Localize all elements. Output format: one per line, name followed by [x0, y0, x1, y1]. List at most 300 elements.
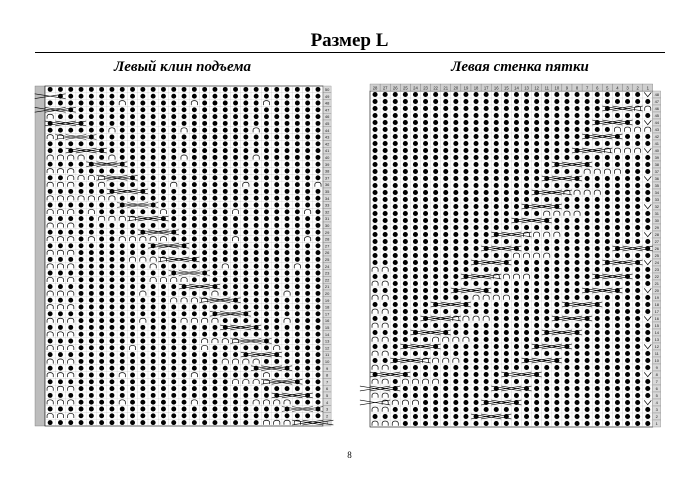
purl-dot [534, 267, 539, 272]
purl-dot [192, 148, 197, 153]
purl-dot [274, 305, 279, 310]
purl-dot [373, 127, 378, 132]
purl-dot [413, 365, 418, 370]
purl-dot [223, 373, 228, 378]
purl-dot [463, 141, 468, 146]
purl-dot [295, 400, 300, 405]
purl-dot [413, 407, 418, 412]
purl-dot [474, 344, 479, 349]
purl-dot [151, 318, 156, 323]
purl-dot [140, 121, 145, 126]
purl-dot [295, 114, 300, 119]
purl-dot [474, 281, 479, 286]
purl-dot [373, 141, 378, 146]
purl-dot [564, 365, 569, 370]
purl-dot [140, 182, 145, 187]
purl-dot [285, 271, 290, 276]
purl-dot [99, 189, 104, 194]
purl-dot [423, 99, 428, 104]
purl-dot [413, 323, 418, 328]
purl-dot [595, 330, 600, 335]
purl-dot [120, 284, 125, 289]
purl-dot [383, 141, 388, 146]
purl-dot [373, 225, 378, 230]
purl-dot [494, 183, 499, 188]
purl-dot [130, 393, 135, 398]
purl-dot [58, 243, 63, 248]
purl-dot [504, 267, 509, 272]
purl-dot [413, 288, 418, 293]
purl-dot [635, 344, 640, 349]
purl-dot [635, 239, 640, 244]
purl-dot [484, 421, 489, 426]
purl-dot [554, 183, 559, 188]
purl-dot [595, 386, 600, 391]
purl-dot [595, 225, 600, 230]
purl-dot [625, 162, 630, 167]
purl-dot [534, 421, 539, 426]
purl-dot [645, 407, 650, 412]
purl-dot [305, 291, 310, 296]
purl-dot [130, 305, 135, 310]
purl-dot [393, 190, 398, 195]
purl-dot [564, 337, 569, 342]
purl-dot [544, 400, 549, 405]
purl-dot [68, 325, 73, 330]
purl-dot [575, 225, 580, 230]
purl-dot [151, 94, 156, 99]
purl-dot [79, 243, 84, 248]
purl-dot [524, 365, 529, 370]
purl-dot [161, 298, 166, 303]
purl-dot [243, 243, 248, 248]
purl-dot [524, 316, 529, 321]
purl-dot [254, 298, 259, 303]
purl-dot [140, 298, 145, 303]
purl-dot [79, 407, 84, 412]
purl-dot [192, 359, 197, 364]
purl-dot [58, 230, 63, 235]
purl-dot [514, 267, 519, 272]
purl-dot [130, 128, 135, 133]
purl-dot [89, 420, 94, 425]
purl-dot [423, 281, 428, 286]
purl-dot [99, 107, 104, 112]
purl-dot [484, 218, 489, 223]
purl-dot [120, 318, 125, 323]
purl-dot [120, 94, 125, 99]
purl-dot [305, 257, 310, 262]
row-number: 32 [654, 204, 660, 210]
purl-dot [192, 141, 197, 146]
purl-dot [554, 365, 559, 370]
purl-dot [254, 141, 259, 146]
purl-dot [264, 155, 269, 160]
purl-dot [484, 148, 489, 153]
purl-dot [393, 204, 398, 209]
purl-dot [504, 414, 509, 419]
purl-dot [48, 271, 53, 276]
purl-dot [48, 243, 53, 248]
purl-dot [99, 413, 104, 418]
purl-dot [635, 274, 640, 279]
purl-dot [89, 311, 94, 316]
column-number: 7 [585, 85, 589, 91]
purl-dot [564, 225, 569, 230]
purl-dot [383, 197, 388, 202]
purl-dot [120, 332, 125, 337]
purl-dot [433, 400, 438, 405]
purl-dot [575, 288, 580, 293]
purl-dot [202, 311, 207, 316]
purl-dot [264, 311, 269, 316]
purl-dot [453, 365, 458, 370]
purl-dot [48, 407, 53, 412]
purl-dot [48, 128, 53, 133]
purl-dot [393, 197, 398, 202]
purl-dot [433, 351, 438, 356]
purl-dot [585, 232, 590, 237]
purl-dot [305, 135, 310, 140]
purl-dot [615, 113, 620, 118]
purl-dot [213, 175, 218, 180]
purl-dot [413, 421, 418, 426]
purl-dot [79, 121, 84, 126]
row-number: 18 [654, 302, 660, 308]
purl-dot [140, 141, 145, 146]
purl-dot [383, 113, 388, 118]
purl-dot [524, 246, 529, 251]
purl-dot [295, 325, 300, 330]
purl-dot [635, 155, 640, 160]
purl-dot [243, 393, 248, 398]
purl-dot [274, 135, 279, 140]
purl-dot [274, 373, 279, 378]
purl-dot [635, 225, 640, 230]
purl-dot [393, 148, 398, 153]
purl-dot [645, 169, 650, 174]
purl-dot [453, 134, 458, 139]
column-number: 4 [616, 85, 619, 91]
purl-dot [383, 232, 388, 237]
purl-dot [453, 239, 458, 244]
purl-dot [494, 134, 499, 139]
purl-dot [213, 243, 218, 248]
purl-dot [233, 413, 238, 418]
purl-dot [182, 101, 187, 106]
purl-dot [605, 183, 610, 188]
purl-dot [264, 94, 269, 99]
purl-dot [635, 176, 640, 181]
purl-dot [433, 323, 438, 328]
purl-dot [202, 203, 207, 208]
purl-dot [443, 162, 448, 167]
purl-dot [99, 223, 104, 228]
purl-dot [474, 225, 479, 230]
purl-dot [625, 120, 630, 125]
purl-dot [274, 87, 279, 92]
purl-dot [575, 281, 580, 286]
purl-dot [625, 211, 630, 216]
purl-dot [403, 253, 408, 258]
purl-dot [264, 107, 269, 112]
purl-dot [254, 413, 259, 418]
purl-dot [595, 232, 600, 237]
purl-dot [254, 311, 259, 316]
purl-dot [504, 253, 509, 258]
purl-dot [243, 141, 248, 146]
purl-dot [285, 373, 290, 378]
purl-dot [564, 169, 569, 174]
purl-dot [316, 216, 321, 221]
purl-dot [524, 176, 529, 181]
purl-dot [433, 183, 438, 188]
purl-dot [595, 295, 600, 300]
purl-dot [316, 291, 321, 296]
purl-dot [285, 366, 290, 371]
purl-dot [453, 92, 458, 97]
purl-dot [171, 237, 176, 242]
purl-dot [463, 393, 468, 398]
purl-dot [151, 250, 156, 255]
purl-dot [89, 264, 94, 269]
purl-dot [305, 311, 310, 316]
purl-dot [534, 351, 539, 356]
purl-dot [524, 288, 529, 293]
purl-dot [316, 271, 321, 276]
purl-dot [233, 216, 238, 221]
purl-dot [110, 230, 115, 235]
purl-dot [625, 302, 630, 307]
purl-dot [233, 318, 238, 323]
purl-dot [58, 114, 63, 119]
purl-dot [443, 113, 448, 118]
purl-dot [213, 305, 218, 310]
purl-dot [151, 298, 156, 303]
purl-dot [453, 127, 458, 132]
purl-dot [564, 106, 569, 111]
purl-dot [564, 421, 569, 426]
purl-dot [514, 134, 519, 139]
purl-dot [585, 239, 590, 244]
purl-dot [182, 175, 187, 180]
purl-dot [99, 325, 104, 330]
purl-dot [504, 309, 509, 314]
purl-dot [383, 414, 388, 419]
purl-dot [254, 386, 259, 391]
purl-dot [295, 379, 300, 384]
purl-dot [524, 407, 529, 412]
purl-dot [575, 351, 580, 356]
purl-dot [182, 305, 187, 310]
purl-dot [564, 379, 569, 384]
purl-dot [484, 92, 489, 97]
purl-dot [534, 92, 539, 97]
purl-dot [274, 386, 279, 391]
purl-dot [243, 413, 248, 418]
purl-dot [58, 379, 63, 384]
purl-dot [140, 135, 145, 140]
purl-dot [192, 393, 197, 398]
purl-dot [453, 414, 458, 419]
purl-dot [316, 305, 321, 310]
purl-dot [161, 318, 166, 323]
purl-dot [645, 386, 650, 391]
purl-dot [554, 281, 559, 286]
purl-dot [295, 87, 300, 92]
purl-dot [494, 113, 499, 118]
purl-dot [615, 92, 620, 97]
purl-dot [110, 203, 115, 208]
purl-dot [595, 421, 600, 426]
purl-dot [625, 197, 630, 202]
purl-dot [120, 169, 125, 174]
purl-dot [635, 414, 640, 419]
purl-dot [182, 223, 187, 228]
purl-dot [423, 260, 428, 265]
purl-dot [615, 302, 620, 307]
purl-dot [58, 271, 63, 276]
purl-dot [564, 239, 569, 244]
purl-dot [274, 237, 279, 242]
purl-dot [316, 162, 321, 167]
purl-dot [264, 175, 269, 180]
purl-dot [494, 162, 499, 167]
purl-dot [110, 182, 115, 187]
purl-dot [182, 359, 187, 364]
purl-dot [615, 267, 620, 272]
purl-dot [285, 332, 290, 337]
purl-dot [484, 127, 489, 132]
purl-dot [453, 309, 458, 314]
purl-dot [615, 386, 620, 391]
purl-dot [564, 414, 569, 419]
purl-dot [635, 365, 640, 370]
purl-dot [192, 345, 197, 350]
purl-dot [403, 407, 408, 412]
purl-dot [524, 414, 529, 419]
purl-dot [79, 284, 84, 289]
purl-dot [285, 264, 290, 269]
purl-dot [504, 169, 509, 174]
purl-dot [202, 400, 207, 405]
purl-dot [316, 135, 321, 140]
purl-dot [223, 94, 228, 99]
purl-dot [140, 243, 145, 248]
purl-dot [534, 393, 539, 398]
purl-dot [554, 337, 559, 342]
purl-dot [182, 216, 187, 221]
purl-dot [99, 230, 104, 235]
purl-dot [635, 309, 640, 314]
purl-dot [544, 141, 549, 146]
purl-dot [223, 243, 228, 248]
purl-dot [564, 113, 569, 118]
purl-dot [433, 232, 438, 237]
purl-dot [182, 107, 187, 112]
purl-dot [254, 332, 259, 337]
purl-dot [393, 127, 398, 132]
purl-dot [223, 271, 228, 276]
purl-dot [615, 365, 620, 370]
purl-dot [120, 162, 125, 167]
purl-dot [595, 358, 600, 363]
purl-dot [564, 99, 569, 104]
purl-dot [544, 267, 549, 272]
purl-dot [151, 352, 156, 357]
purl-dot [595, 316, 600, 321]
purl-dot [171, 420, 176, 425]
purl-dot [605, 113, 610, 118]
purl-dot [68, 284, 73, 289]
purl-dot [171, 189, 176, 194]
purl-dot [89, 298, 94, 303]
purl-dot [635, 120, 640, 125]
purl-dot [130, 413, 135, 418]
purl-dot [223, 237, 228, 242]
purl-dot [120, 339, 125, 344]
purl-dot [171, 230, 176, 235]
purl-dot [223, 107, 228, 112]
purl-dot [544, 365, 549, 370]
purl-dot [625, 113, 630, 118]
purl-dot [161, 393, 166, 398]
purl-dot [554, 197, 559, 202]
purl-dot [615, 414, 620, 419]
purl-dot [443, 176, 448, 181]
purl-dot [130, 209, 135, 214]
purl-dot [615, 330, 620, 335]
purl-dot [504, 323, 509, 328]
purl-dot [295, 345, 300, 350]
column-number: 27 [382, 85, 388, 91]
purl-dot [403, 414, 408, 419]
purl-dot [192, 230, 197, 235]
purl-dot [585, 141, 590, 146]
purl-dot [264, 189, 269, 194]
purl-dot [120, 230, 125, 235]
purl-dot [474, 372, 479, 377]
purl-dot [514, 162, 519, 167]
purl-dot [453, 232, 458, 237]
purl-dot [223, 148, 228, 153]
purl-dot [58, 298, 63, 303]
purl-dot [403, 421, 408, 426]
purl-dot [443, 225, 448, 230]
purl-dot [504, 106, 509, 111]
purl-dot [151, 121, 156, 126]
purl-dot [544, 155, 549, 160]
purl-dot [524, 99, 529, 104]
purl-dot [79, 230, 84, 235]
purl-dot [494, 190, 499, 195]
purl-dot [264, 325, 269, 330]
purl-dot [474, 120, 479, 125]
purl-dot [151, 169, 156, 174]
purl-dot [383, 260, 388, 265]
purl-dot [202, 141, 207, 146]
purl-dot [58, 407, 63, 412]
purl-dot [554, 99, 559, 104]
purl-dot [625, 379, 630, 384]
purl-dot [89, 318, 94, 323]
row-number: 29 [324, 229, 330, 235]
row-number: 42 [654, 134, 660, 140]
purl-dot [403, 267, 408, 272]
column-number: 1 [646, 85, 649, 91]
purl-dot [463, 239, 468, 244]
purl-dot [605, 92, 610, 97]
